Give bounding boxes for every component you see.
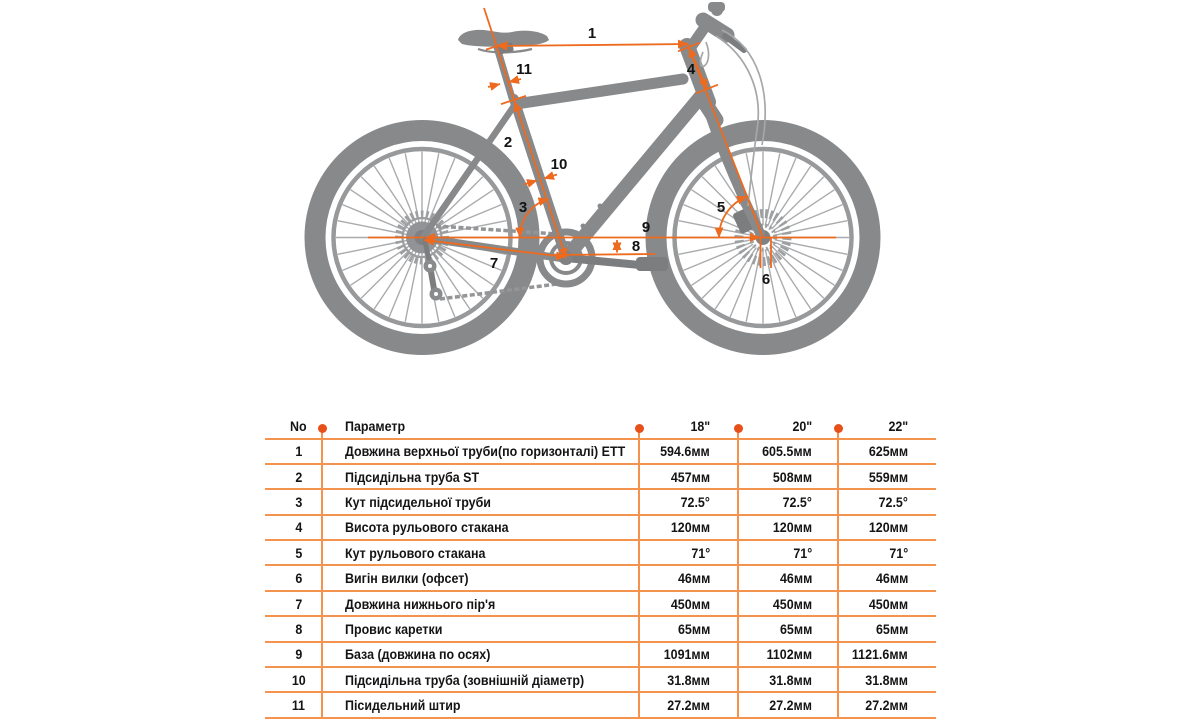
chain-top [436,226,558,234]
saddle [458,30,549,55]
table-row [265,516,936,541]
row-number: 9 [295,646,302,663]
header-size-22: 22" [888,418,908,435]
value-20-cell: 27.2мм [769,697,812,714]
value-18-cell: 27.2мм [667,697,710,714]
param-cell: Провис каретки [345,620,443,637]
crank-arm [566,258,640,265]
post-diameter-arrow-left [488,84,500,87]
row-number: 4 [295,519,302,536]
row-number: 6 [295,570,302,587]
value-22-cell: 450мм [868,595,908,612]
table-row [265,668,936,693]
value-22-cell: 120мм [868,519,908,536]
geometry-spec-table [265,415,936,719]
dim-label-8: 8 [631,238,641,255]
value-18-cell: 450мм [670,595,710,612]
header-no: No [290,418,307,435]
table-row [265,643,936,668]
row-number: 11 [291,697,306,714]
param-cell: Пісидельний штир [345,697,461,714]
value-20-cell: 120мм [772,519,812,536]
value-22-cell: 46мм [875,570,908,587]
table-row [265,693,936,718]
value-22-cell: 559мм [868,468,908,485]
table-row [265,440,936,465]
value-20-cell: 450мм [772,595,812,612]
bottle-boss [581,224,586,229]
value-20-cell: 1102мм [766,646,812,663]
value-18-cell: 120мм [670,519,710,536]
dim-label-4: 4 [686,61,696,78]
table-row [265,541,936,566]
param-cell: Кут підсидельної труби [345,493,491,510]
dim-label-7: 7 [489,255,499,272]
column-marker-dot [834,424,843,433]
column-divider [638,429,640,717]
header-size-20: 20" [792,418,812,435]
top-tube [516,79,683,104]
pedal [636,257,668,271]
table-row [265,490,936,515]
dim-label-5: 5 [716,199,726,216]
row-number: 7 [295,595,302,612]
row-number: 5 [295,544,302,561]
column-divider [321,429,323,717]
column-divider [737,429,739,717]
row-number: 1 [295,443,302,460]
bike-illustration [315,2,870,345]
dim-label-6: 6 [761,271,771,288]
value-20-cell: 46мм [779,570,812,587]
value-22-cell: 625мм [868,443,908,460]
param-cell: Підсидільна труба ST [345,468,480,485]
header-param: Параметр [345,418,406,435]
dim-label-2: 2 [503,134,513,151]
param-cell: Кут рульового стакана [345,544,486,561]
table-row [265,592,936,617]
dim-label-10: 10 [550,156,568,173]
column-marker-dot [318,424,327,433]
row-number: 2 [295,468,302,485]
value-20-cell: 605.5мм [762,443,812,460]
value-22-cell: 27.2мм [865,697,908,714]
table-row [265,465,936,490]
value-18-cell: 46мм [677,570,710,587]
dim-label-9: 9 [641,219,651,236]
handlebar-knob [711,4,723,16]
value-18-cell: 457мм [670,468,710,485]
value-20-cell: 508мм [772,468,812,485]
table-row [265,566,936,591]
value-18-cell: 72.5° [680,493,710,510]
value-22-cell: 72.5° [878,493,908,510]
value-18-cell: 594.6мм [660,443,710,460]
value-20-cell: 31.8мм [769,671,812,688]
param-cell: Вигін вилки (офсет) [345,570,469,587]
param-cell: Довжина верхньої труби(по горизонталі) ETT [345,443,626,460]
value-18-cell: 1091мм [663,646,710,663]
param-cell: Довжина нижнього пір'я [345,595,496,612]
row-number: 3 [295,493,302,510]
value-18-cell: 31.8мм [667,671,710,688]
row-number: 10 [291,671,306,688]
value-20-cell: 65мм [779,620,812,637]
dim-label-11: 11 [516,61,532,78]
param-cell: Підсидільна труба (зовнішній діаметр) [345,671,585,688]
jockey-center [428,264,432,268]
dim-label-3: 3 [518,199,528,216]
value-18-cell: 65мм [677,620,710,637]
value-22-cell: 31.8мм [865,671,908,688]
column-divider [837,429,839,717]
value-22-cell: 1121.6мм [852,646,908,663]
jockey-center [434,292,438,296]
post-diameter-arrow-right [509,79,521,82]
value-20-cell: 72.5° [782,493,812,510]
table-row [265,617,936,642]
value-20-cell: 71° [793,544,812,561]
value-22-cell: 65мм [875,620,908,637]
value-22-cell: 71° [889,544,908,561]
row-number: 8 [295,620,302,637]
param-cell: Висота рульового стакана [345,519,509,536]
value-18-cell: 71° [691,544,710,561]
column-marker-dot [734,424,743,433]
column-marker-dot [635,424,644,433]
header-size-18: 18" [690,418,710,435]
bottle-boss [598,204,603,209]
st-diameter-arrow-left [524,181,537,185]
dim-label-1: 1 [587,25,597,42]
st-diameter-arrow-right [544,175,557,179]
param-cell: База (довжина по осях) [345,646,491,663]
